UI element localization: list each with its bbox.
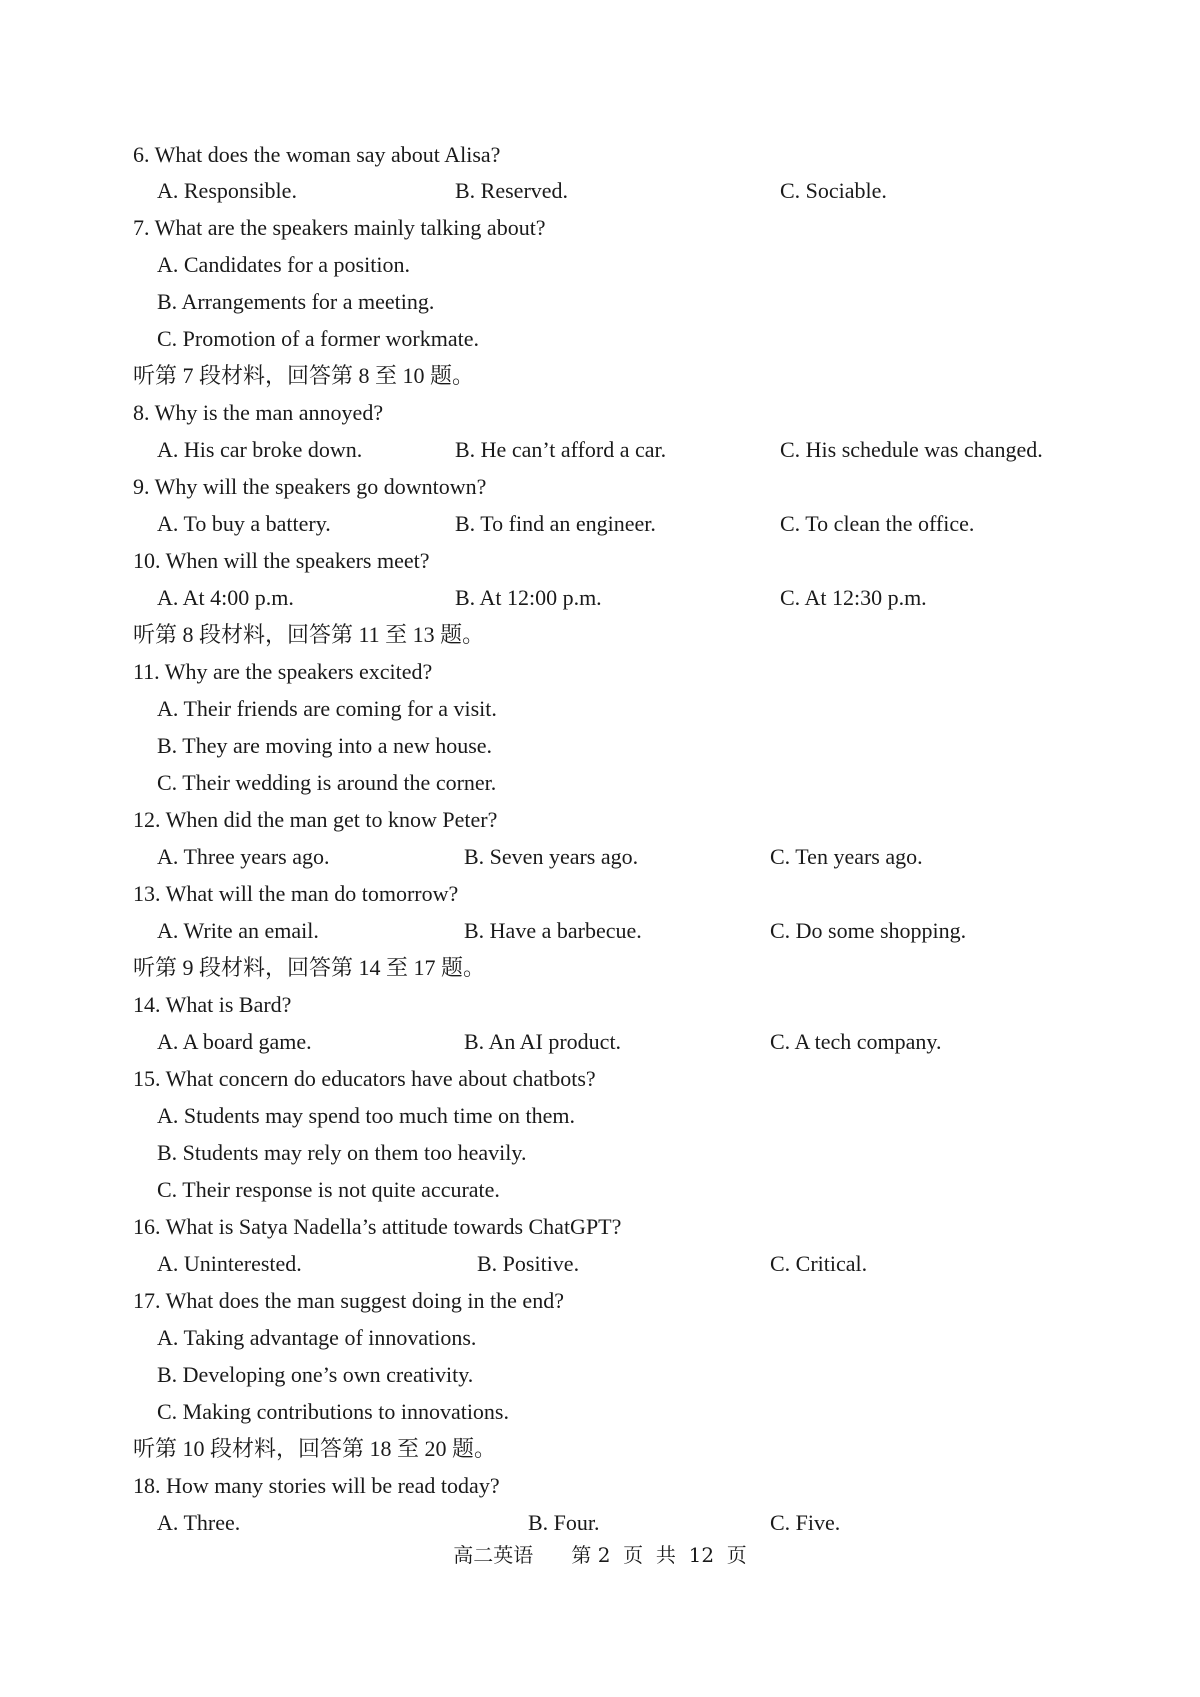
q17-option-c: C. Making contributions to innovations.: [157, 1399, 509, 1424]
q14-option-c: C. A tech company.: [770, 1029, 942, 1054]
q17-option-a: A. Taking advantage of innovations.: [157, 1325, 477, 1350]
q10-option-b: B. At 12:00 p.m.: [455, 585, 602, 610]
q11-option-c: C. Their wedding is around the corner.: [157, 770, 497, 795]
q8-option-b: B. He can’t afford a car.: [455, 437, 667, 462]
q7-option-c: C. Promotion of a former workmate.: [157, 326, 479, 351]
q18-option-c: C. Five.: [770, 1510, 841, 1535]
q6-option-c: C. Sociable.: [780, 178, 887, 203]
q6-option-b: B. Reserved.: [455, 178, 569, 203]
page-footer: 高二英语 第 2 页 共 12 页: [453, 1543, 747, 1567]
q13-option-a: A. Write an email.: [157, 918, 319, 943]
q12-option-a: A. Three years ago.: [157, 844, 330, 869]
question-11: 11. Why are the speakers excited?: [133, 659, 433, 684]
question-6: 6. What does the woman say about Alisa?: [133, 142, 501, 167]
question-17: 17. What does the man suggest doing in the end?: [133, 1288, 564, 1313]
q8-option-a: A. His car broke down.: [157, 437, 363, 462]
section-heading-10: 听第 10 段材料，回答第 18 至 20 题。: [133, 1436, 497, 1461]
question-8: 8. Why is the man annoyed?: [133, 400, 384, 425]
q15-option-a: A. Students may spend too much time on them.: [157, 1103, 575, 1128]
q8-option-c: C. His schedule was changed.: [780, 437, 1043, 462]
question-15: 15. What concern do educators have about chatbots?: [133, 1066, 596, 1091]
q10-option-a: A. At 4:00 p.m.: [157, 585, 294, 610]
q7-option-b: B. Arrangements for a meeting.: [157, 289, 435, 314]
section-heading-8: 听第 8 段材料，回答第 11 至 13 题。: [133, 622, 485, 647]
section-heading-7: 听第 7 段材料，回答第 8 至 10 题。: [133, 363, 475, 388]
question-18: 18. How many stories will be read today?: [133, 1473, 500, 1498]
q16-option-c: C. Critical.: [770, 1251, 868, 1276]
q11-option-a: A. Their friends are coming for a visit.: [157, 696, 497, 721]
q16-option-a: A. Uninterested.: [157, 1251, 302, 1276]
q16-option-b: B. Positive.: [477, 1251, 580, 1276]
q6-option-a: A. Responsible.: [157, 178, 297, 203]
q15-option-b: B. Students may rely on them too heavily.: [157, 1140, 527, 1165]
question-9: 9. Why will the speakers go downtown?: [133, 474, 487, 499]
q12-option-b: B. Seven years ago.: [464, 844, 639, 869]
q9-option-b: B. To find an engineer.: [455, 511, 656, 536]
question-14: 14. What is Bard?: [133, 992, 292, 1017]
q18-option-a: A. Three.: [157, 1510, 241, 1535]
q14-option-a: A. A board game.: [157, 1029, 312, 1054]
q17-option-b: B. Developing one’s own creativity.: [157, 1362, 474, 1387]
q13-option-b: B. Have a barbecue.: [464, 918, 642, 943]
question-10: 10. When will the speakers meet?: [133, 548, 430, 573]
question-12: 12. When did the man get to know Peter?: [133, 807, 498, 832]
question-7: 7. What are the speakers mainly talking about?: [133, 215, 546, 240]
q7-option-a: A. Candidates for a position.: [157, 252, 410, 277]
q10-option-c: C. At 12:30 p.m.: [780, 585, 927, 610]
section-heading-9: 听第 9 段材料，回答第 14 至 17 题。: [133, 955, 486, 980]
question-16: 16. What is Satya Nadella’s attitude towards ChatGPT?: [133, 1214, 622, 1239]
q13-option-c: C. Do some shopping.: [770, 918, 967, 943]
q11-option-b: B. They are moving into a new house.: [157, 733, 493, 758]
question-13: 13. What will the man do tomorrow?: [133, 881, 459, 906]
q12-option-c: C. Ten years ago.: [770, 844, 923, 869]
q15-option-c: C. Their response is not quite accurate.: [157, 1177, 500, 1202]
q9-option-a: A. To buy a battery.: [157, 511, 331, 536]
q9-option-c: C. To clean the office.: [780, 511, 975, 536]
q18-option-b: B. Four.: [528, 1510, 600, 1535]
q14-option-b: B. An AI product.: [464, 1029, 622, 1054]
